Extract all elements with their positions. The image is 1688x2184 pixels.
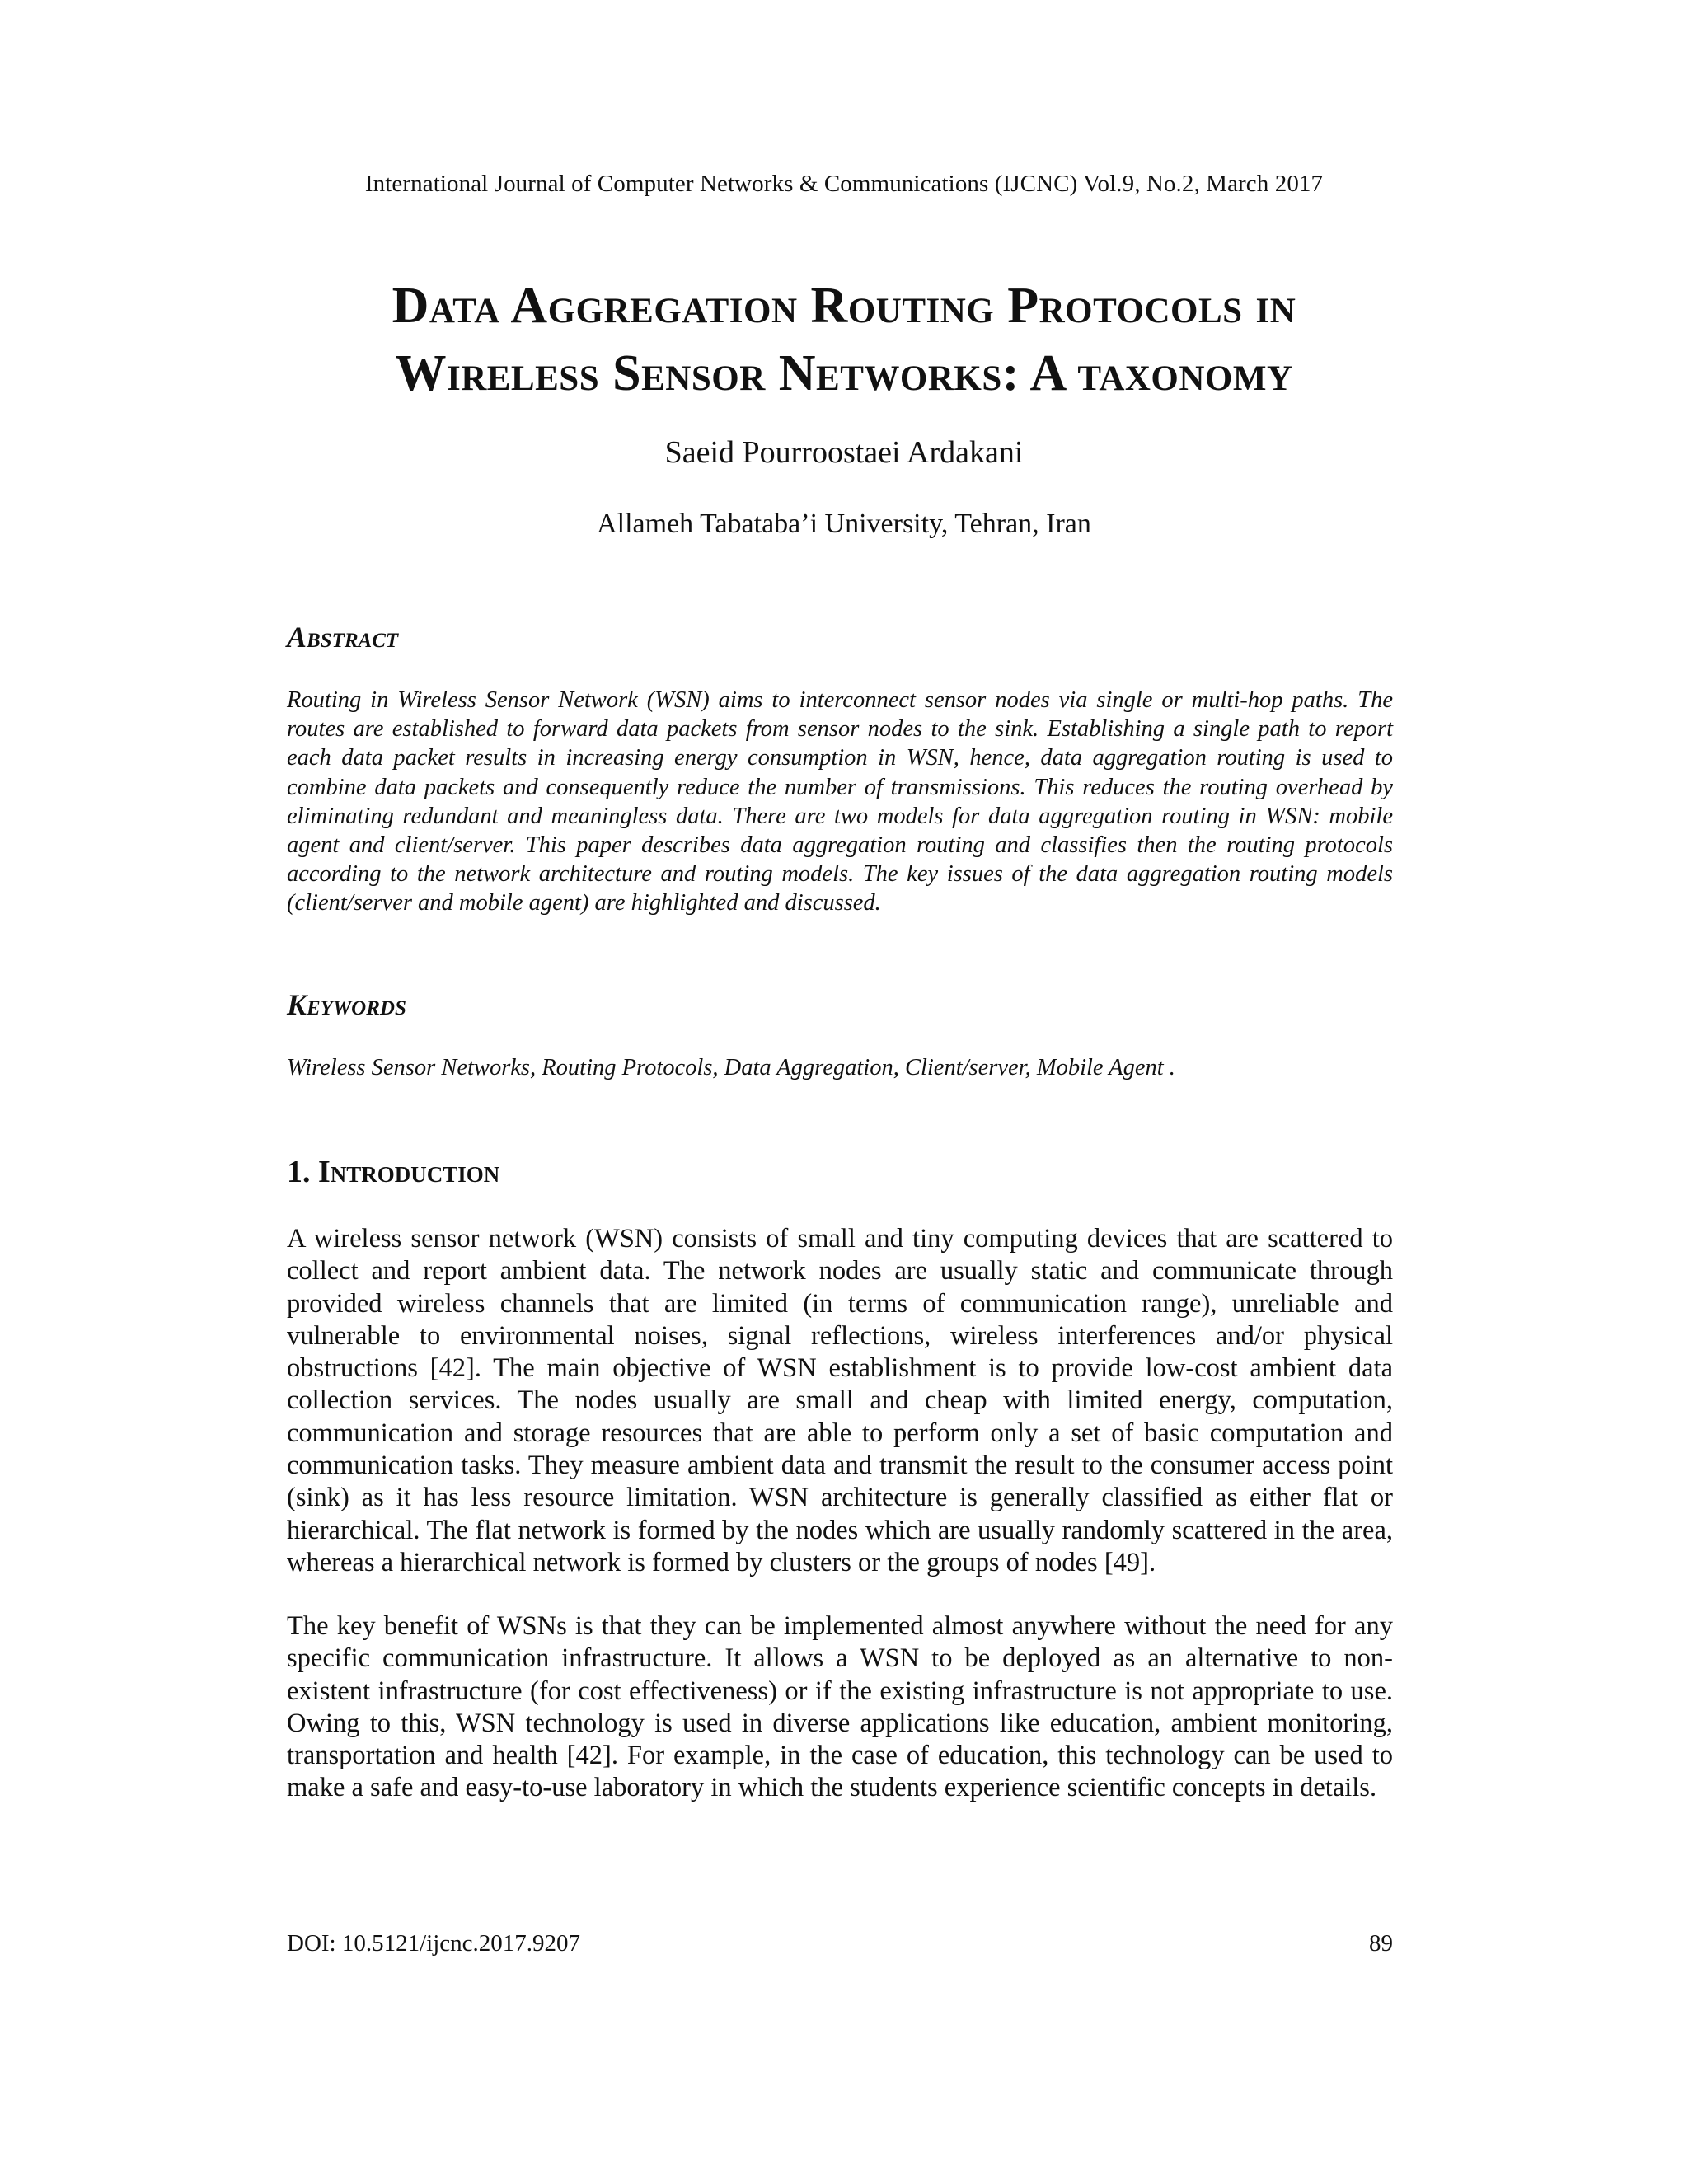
keywords-heading: Keywords	[287, 988, 406, 1021]
introduction-heading: 1. Introduction	[287, 1155, 500, 1189]
title-line-1: Data Aggregation Routing Protocols in	[392, 278, 1296, 334]
footer-doi: DOI: 10.5121/ijcnc.2017.9207	[287, 1930, 581, 1957]
abstract-heading: Abstract	[287, 621, 399, 654]
page-number: 89	[1369, 1930, 1393, 1957]
keywords-text: Wireless Sensor Networks, Routing Protocols, Data Aggregation, Client/server, Mobile Agent .	[287, 1055, 1175, 1080]
introduction-paragraph-1: A wireless sensor network (WSN) consists of small and tiny computing devices that are scattered to collect and report ambient data. The network nodes are usually static and communicate through provided wireless channels that are limited (in terms of communication range), unreliable and vulnerable to environmental noises, signal reflections, wireless interferences and/or physical obstructions [42]. The main objective of WSN establishment is to provide low-cost ambient data collection services. The nodes usually are small and cheap with limited energy, computation, communication and storage resources that are able to perform only a set of basic computation and communication tasks. They measure ambient data and transmit the result to the consumer access point (sink) as it has less resource limitation. WSN architecture is generally classified as either flat or hierarchical. The flat network is formed by the nodes which are usually randomly scattered in the area, whereas a hierarchical network is formed by clusters or the groups of nodes [49].	[287, 1224, 1393, 1577]
title-line-2: Wireless Sensor Networks: A taxonomy	[395, 345, 1293, 401]
author-affiliation: Allameh Tabataba’i University, Tehran, Iran	[597, 509, 1091, 539]
paper-title	[0, 272, 1688, 407]
running-header: International Journal of Computer Networks & Communications (IJCNC) Vol.9, No.2, March 2017	[364, 171, 1324, 197]
abstract-text: Routing in Wireless Sensor Network (WSN) aims to interconnect sensor nodes via single or multi-hop paths. The routes are established to forward data packets from sensor nodes to the sink. Establishing a single path to report each data packet results in increasing energy consumption in WSN, hence, data aggregation routing is used to combine data packets and consequently reduce the number of transmissions. This reduces the routing overhead by eliminating redundant and meaningless data. There are two models for data aggregation routing in WSN: mobile agent and client/server. This paper describes data aggregation routing and classifies then the routing protocols according to the network architecture and routing models. The key issues of the data aggregation routing models (client/server and mobile agent) are highlighted and discussed.	[287, 687, 1393, 916]
introduction-paragraph-2: The key benefit of WSNs is that they can be implemented almost anywhere without the need for any specific communication infrastructure. It allows a WSN to be deployed as an alternative to non-existent infrastructure (for cost effectiveness) or if the existing infrastructure is not appropriate to use. Owing to this, WSN technology is used in diverse applications like education, ambient monitoring, transportation and health [42]. For example, in the case of education, this technology can be used to make a safe and easy-to-use laboratory in which the students experience scientific concepts in details.	[287, 1611, 1393, 1803]
author-name: Saeid Pourroostaei Ardakani	[664, 435, 1024, 470]
